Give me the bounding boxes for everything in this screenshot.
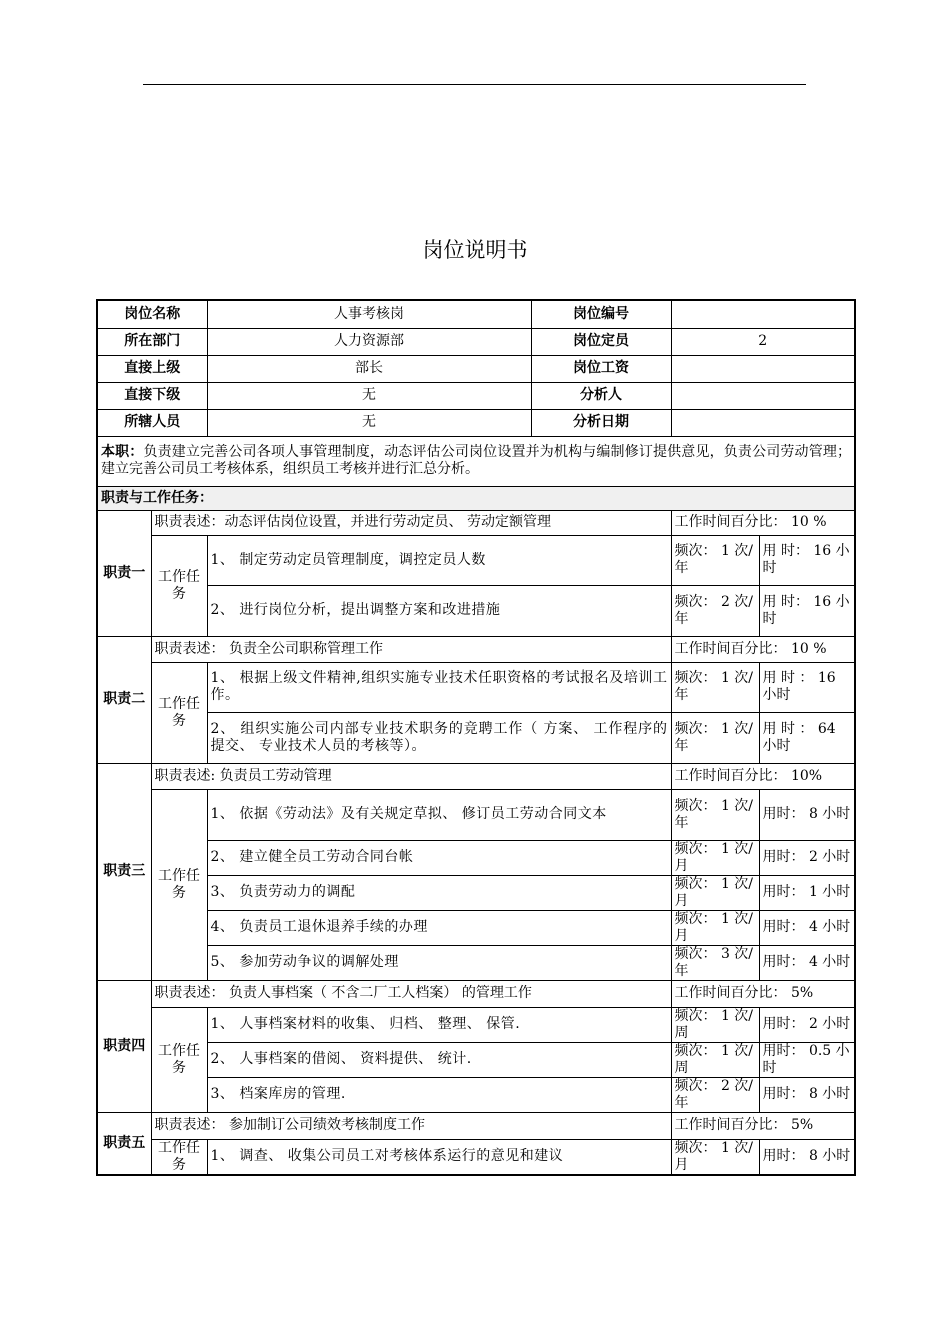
task-label-text: 工作任务	[158, 1139, 200, 1173]
field-label: 所辖人员	[97, 409, 207, 436]
field-label: 岗位定员	[531, 328, 671, 355]
main-duty-content: 负责建立完善公司各项人事管理制度，动态评估公司岗位设置并为机构与编制修订提供意见，负责公司劳动管理；建立完善公司员工考核体系，组织员工考核并进行汇总分析。	[101, 444, 852, 477]
duty-label	[97, 636, 151, 763]
task-label	[151, 1007, 207, 1112]
basic-row	[97, 328, 855, 355]
field-value: 部长	[207, 355, 531, 382]
duty-label-text: 职责五	[103, 1134, 146, 1151]
document-title: 岗位说明书	[422, 238, 528, 262]
field-value: 人力资源部	[207, 328, 531, 355]
task-text: 1、 调查、 收集公司员工对考核体系运行的意见和建议	[207, 1139, 671, 1175]
field-value	[671, 355, 855, 382]
task-hours: 用时： 0.5 小时	[759, 1042, 855, 1077]
task-frequency: 频次： 1 次/月	[671, 1139, 759, 1175]
field-label: 分析日期	[531, 409, 671, 436]
duty-desc-row	[97, 510, 855, 535]
task-hours: 用 时： 16 小时	[759, 535, 855, 585]
duty-label	[97, 980, 151, 1112]
task-text: 2、 建立健全员工劳动合同台帐	[207, 840, 671, 875]
task-text: 2、 进行岗位分析，提出调整方案和改进措施	[207, 585, 671, 636]
time-percentage: 工作时间百分比： 10 %	[671, 510, 855, 535]
task-row	[97, 945, 855, 980]
task-label	[151, 535, 207, 636]
duty-label	[97, 510, 151, 636]
duty-description: 职责表述： 负责全公司职称管理工作	[151, 636, 671, 662]
task-text: 3、 档案库房的管理.	[207, 1077, 671, 1112]
task-hours: 用时： 2 小时	[759, 840, 855, 875]
task-label-text: 工作任务	[158, 867, 200, 901]
main-duty-text	[97, 436, 855, 486]
task-text: 1、 人事档案材料的收集、 归档、 整理、 保管.	[207, 1007, 671, 1042]
field-value	[671, 300, 855, 328]
task-text: 2、 组织实施公司内部专业技术职务的竞聘工作（ 方案、 工作程序的提交、 专业技术人员的考核等）。	[207, 712, 671, 763]
field-label: 所在部门	[97, 328, 207, 355]
field-label: 岗位名称	[97, 300, 207, 328]
task-row	[97, 1139, 855, 1175]
field-value: 无	[207, 409, 531, 436]
task-hours: 用 时 ： 64 小时	[759, 712, 855, 763]
task-row	[97, 1042, 855, 1077]
task-text: 2、 人事档案的借阅、 资料提供、 统计.	[207, 1042, 671, 1077]
task-row	[97, 1077, 855, 1112]
task-hours: 用时： 8 小时	[759, 1139, 855, 1175]
task-text: 3、 负责劳动力的调配	[207, 875, 671, 910]
task-text: 1、 根据上级文件精神,组织实施专业技术任职资格的考试报名及培训工作。	[207, 662, 671, 712]
time-percentage: 工作时间百分比： 5%	[671, 980, 855, 1007]
task-hours: 用时： 8 小时	[759, 1077, 855, 1112]
task-row	[97, 1007, 855, 1042]
basic-row	[97, 382, 855, 409]
duty-description: 职责表述： 负责人事档案（ 不含二厂工人档案） 的管理工作	[151, 980, 671, 1007]
header-rule	[143, 84, 806, 85]
duty-desc-row	[97, 980, 855, 1007]
field-label: 直接下级	[97, 382, 207, 409]
task-label	[151, 1139, 207, 1175]
task-row	[97, 910, 855, 945]
basic-row	[97, 355, 855, 382]
field-label: 岗位编号	[531, 300, 671, 328]
task-frequency: 频次： 1 次/月	[671, 840, 759, 875]
task-label	[151, 662, 207, 763]
task-text: 1、 制定劳动定员管理制度，调控定员人数	[207, 535, 671, 585]
task-row	[97, 662, 855, 712]
task-row	[97, 712, 855, 763]
duty-label-text: 职责一	[103, 564, 146, 581]
duty-label	[97, 763, 151, 980]
duty-label	[97, 1112, 151, 1175]
field-value: 无	[207, 382, 531, 409]
time-percentage: 工作时间百分比： 5%	[671, 1112, 855, 1139]
task-frequency: 频次： 1 次/周	[671, 1042, 759, 1077]
task-frequency: 频次： 1 次/年	[671, 712, 759, 763]
duty-label-text: 职责三	[103, 863, 146, 879]
duty-desc-row	[97, 1112, 855, 1139]
field-label: 分析人	[531, 382, 671, 409]
task-label-text: 工作任务	[158, 1042, 200, 1076]
task-frequency: 频次： 3 次/年	[671, 945, 759, 980]
field-value: 人事考核岗	[207, 300, 531, 328]
duty-description: 职责表述: 负责员工劳动管理	[151, 763, 671, 789]
task-row	[97, 535, 855, 585]
basic-row	[97, 300, 855, 328]
duty-desc-row	[97, 636, 855, 662]
basic-row	[97, 409, 855, 436]
task-frequency: 频次： 1 次/年	[671, 789, 759, 840]
section-title: 职责与工作任务：	[97, 486, 855, 510]
task-hours: 用时： 8 小时	[759, 789, 855, 840]
task-label	[151, 789, 207, 980]
task-text: 5、 参加劳动争议的调解处理	[207, 945, 671, 980]
duty-label-text: 职责二	[103, 691, 146, 707]
task-label-text: 工作任务	[158, 695, 200, 729]
time-percentage: 工作时间百分比： 10 %	[671, 636, 855, 662]
task-frequency: 频次： 2 次/年	[671, 585, 759, 636]
task-row	[97, 585, 855, 636]
field-label: 直接上级	[97, 355, 207, 382]
main-duty-label: 本职：	[101, 444, 144, 460]
task-frequency: 频次： 1 次/年	[671, 662, 759, 712]
task-hours: 用时： 1 小时	[759, 875, 855, 910]
main-duty-row	[97, 436, 855, 486]
task-frequency: 频次： 1 次/月	[671, 875, 759, 910]
task-row	[97, 875, 855, 910]
field-label: 岗位工资	[531, 355, 671, 382]
time-percentage: 工作时间百分比： 10%	[671, 763, 855, 789]
duty-desc-row	[97, 763, 855, 789]
task-frequency: 频次： 1 次/年	[671, 535, 759, 585]
task-frequency: 频次： 1 次/周	[671, 1007, 759, 1042]
task-hours: 用时： 4 小时	[759, 945, 855, 980]
task-frequency: 频次： 1 次/月	[671, 910, 759, 945]
task-hours: 用时： 2 小时	[759, 1007, 855, 1042]
task-text: 1、 依据《劳动法》及有关规定草拟、 修订员工劳动合同文本	[207, 789, 671, 840]
task-hours: 用 时： 16 小时	[759, 585, 855, 636]
task-hours: 用 时 ： 16 小时	[759, 662, 855, 712]
task-row	[97, 789, 855, 840]
task-frequency: 频次： 2 次/年	[671, 1077, 759, 1112]
task-label-text: 工作任务	[158, 568, 200, 602]
task-hours: 用时： 4 小时	[759, 910, 855, 945]
duty-description: 职责表述： 参加制订公司绩效考核制度工作	[151, 1112, 671, 1139]
field-value	[671, 382, 855, 409]
section-title-row	[97, 486, 855, 510]
duty-description: 职责表述：动态评估岗位设置，并进行劳动定员、 劳动定额管理	[151, 510, 671, 535]
task-text: 4、 负责员工退休退养手续的办理	[207, 910, 671, 945]
task-row	[97, 840, 855, 875]
field-value: 2	[671, 328, 855, 355]
field-value	[671, 409, 855, 436]
duty-label-text: 职责四	[103, 1037, 146, 1054]
job-description-table	[96, 299, 856, 1176]
